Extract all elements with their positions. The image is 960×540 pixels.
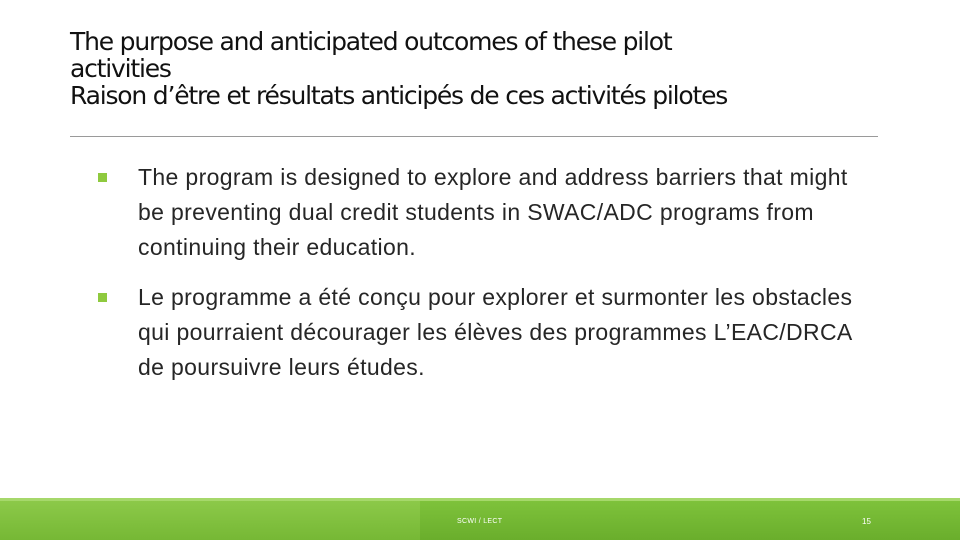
square-bullet-icon [98, 293, 107, 302]
slide-title [70, 28, 890, 109]
square-bullet-icon [98, 173, 107, 182]
bullet-text-french: Le programme a été conçu pour explorer et surmonter les obstacles qui pourraient décourager les élèves des programmes L’EAC/DRCA de poursuivre leurs études. [138, 284, 853, 380]
bullet-text-english: The program is designed to explore and address barriers that might be preventing dual credit students in SWAC/ADC programs from continuing their education. [138, 164, 848, 260]
title-line-3: Raison d’être et résultats anticipés de ces activités pilotes [70, 81, 728, 110]
bullet-item-french [96, 280, 876, 385]
bullet-item-english [96, 160, 876, 265]
slide-number: 15 [862, 517, 871, 526]
footer-left-band [0, 501, 420, 540]
title-line-2: activities [70, 54, 171, 83]
title-line-1: The purpose and anticipated outcomes of these pilot [70, 27, 672, 56]
bullet-list [96, 160, 876, 400]
footer-text: SCWI / LECT [457, 518, 503, 525]
title-underline [70, 136, 878, 137]
